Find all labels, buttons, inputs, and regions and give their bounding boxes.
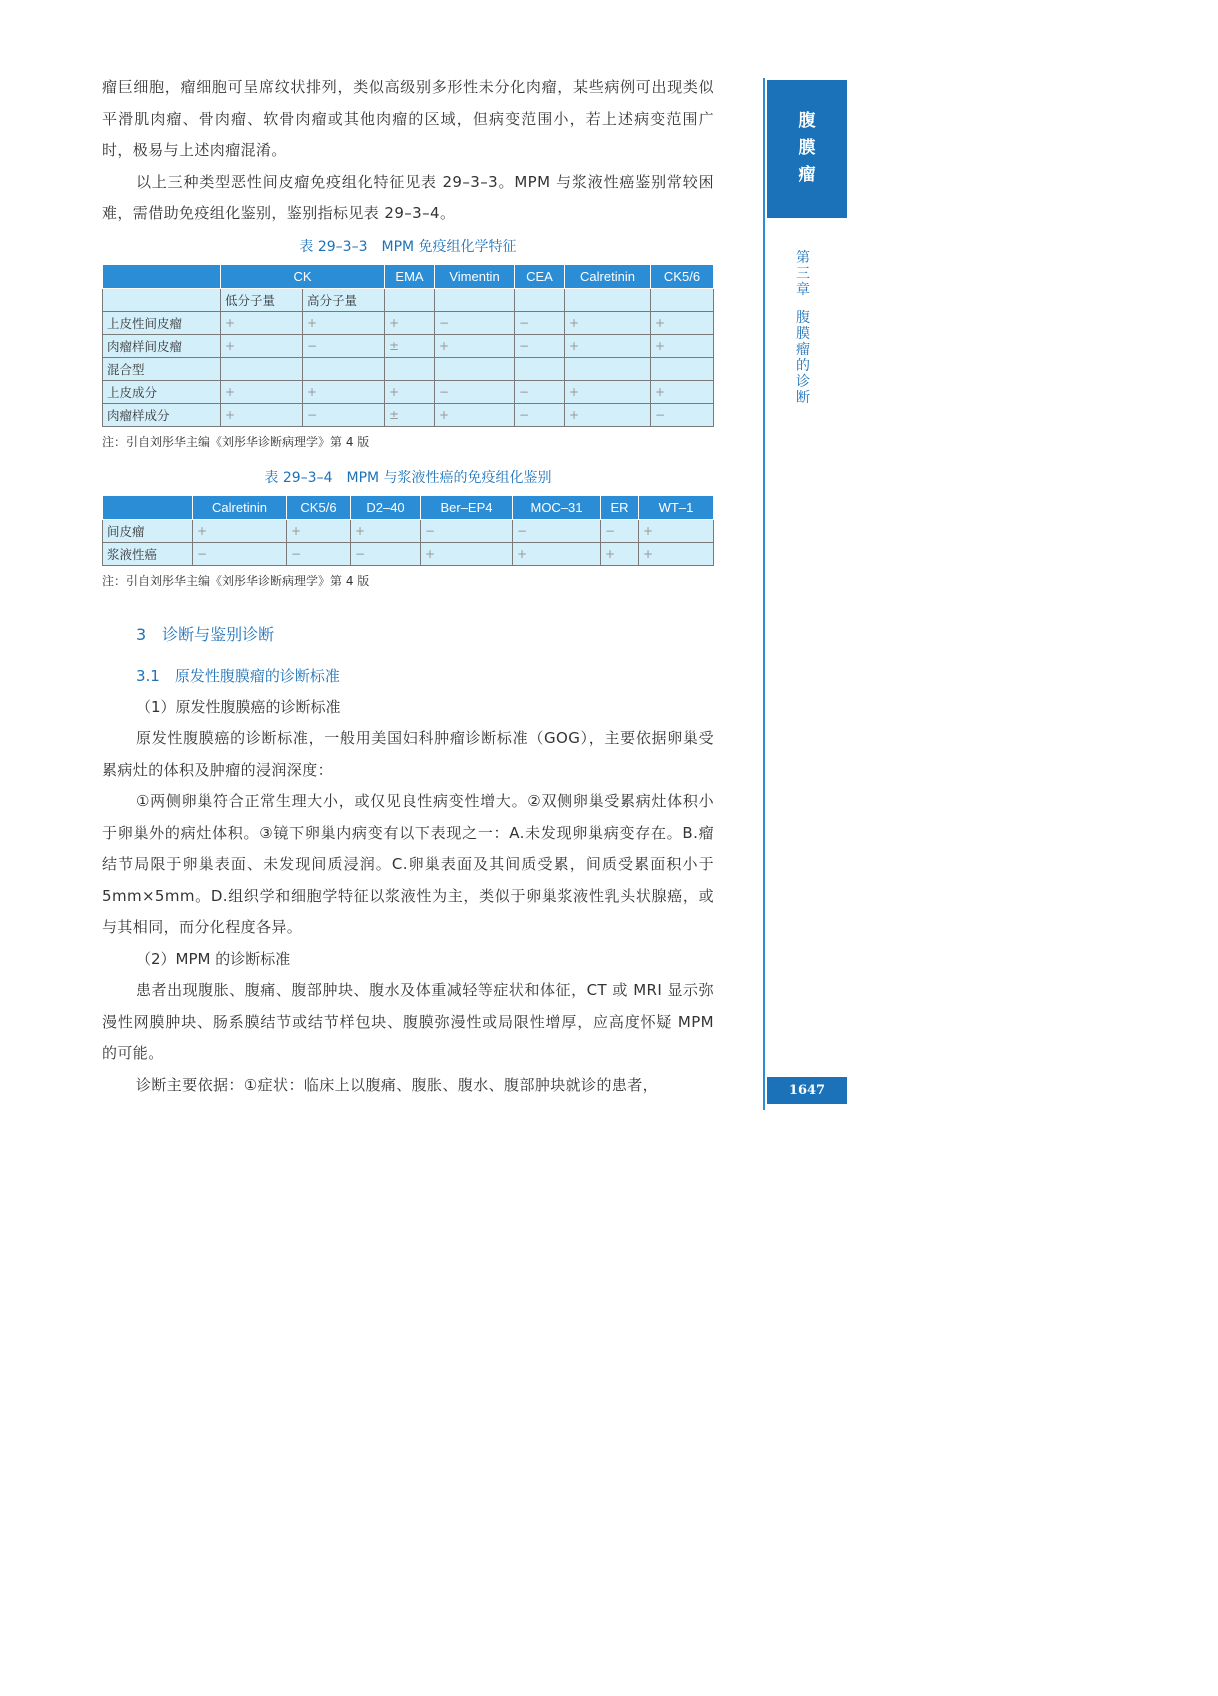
table-cell: + bbox=[221, 334, 303, 357]
differential-table bbox=[102, 495, 714, 566]
chapter-tab-char: 瘤 bbox=[798, 165, 816, 185]
header-cell: Calretinin bbox=[565, 264, 651, 288]
table-cell: + bbox=[303, 380, 385, 403]
table-cell: − bbox=[601, 519, 639, 542]
table-caption: 表 29–3–4 MPM 与浆液性癌的免疫组化鉴别 bbox=[264, 469, 552, 486]
table-header-row bbox=[103, 495, 714, 519]
chapter-side-char: 腹 bbox=[796, 310, 810, 326]
table-caption: 表 29–3–3 MPM 免疫组化学特征 bbox=[299, 238, 517, 255]
header-cell: CEA bbox=[515, 264, 565, 288]
table-cell: − bbox=[515, 311, 565, 334]
table-header-row bbox=[103, 264, 714, 288]
chapter-tab-char: 腹 bbox=[798, 111, 816, 131]
subheader-cell: 低分子量 bbox=[221, 288, 303, 311]
list-item-heading: （2）MPM 的诊断标准 bbox=[136, 949, 291, 968]
table-note: 注：引自刘彤华主编《刘彤华诊断病理学》第 4 版 bbox=[102, 434, 370, 449]
table-cell: + bbox=[651, 311, 714, 334]
paragraph: 瘤巨细胞，瘤细胞可呈席纹状排列，类似高级别多形性未分化肉瘤，某些病例可出现类似平滑肌肉瘤、骨肉瘤、软骨肉瘤或其他肉瘤的区域，但病变范围小，若上述病变范围广时，极易与上述肉瘤混淆。 bbox=[102, 78, 714, 159]
header-cell: Vimentin bbox=[435, 264, 515, 288]
table-cell: + bbox=[565, 380, 651, 403]
table-cell: + bbox=[287, 519, 351, 542]
chapter-side-char: 膜 bbox=[796, 326, 810, 342]
table-cell bbox=[435, 357, 515, 380]
table-cell bbox=[651, 357, 714, 380]
chapter-side-char: 断 bbox=[796, 390, 810, 406]
table-cell bbox=[385, 357, 435, 380]
table-cell: + bbox=[513, 542, 601, 565]
chapter-tab bbox=[767, 80, 847, 218]
row-label: 混合型 bbox=[103, 357, 221, 380]
row-label: 上皮成分 bbox=[103, 380, 221, 403]
table-cell bbox=[515, 288, 565, 311]
header-cell: CK5/6 bbox=[287, 495, 351, 519]
table-cell: + bbox=[651, 334, 714, 357]
table-row bbox=[103, 542, 714, 565]
subheader-cell: 高分子量 bbox=[303, 288, 385, 311]
header-cell: CK bbox=[221, 264, 385, 288]
table-cell: − bbox=[513, 519, 601, 542]
table-cell: + bbox=[601, 542, 639, 565]
chapter-side-char: 第 bbox=[796, 250, 810, 266]
table-cell: − bbox=[435, 380, 515, 403]
row-label: 肉瘤样间皮瘤 bbox=[103, 334, 221, 357]
table-cell: + bbox=[639, 519, 714, 542]
header-cell: ER bbox=[601, 495, 639, 519]
table-row bbox=[103, 357, 714, 380]
table-cell: + bbox=[303, 311, 385, 334]
margin-rule bbox=[763, 78, 765, 1110]
table-cell: − bbox=[303, 334, 385, 357]
table-cell: + bbox=[651, 380, 714, 403]
ihc-table bbox=[102, 264, 714, 427]
paragraph: 患者出现腹胀、腹痛、腹部肿块、腹水及体重减轻等症状和体征，CT 或 MRI 显示弥漫性网膜肿块、肠系膜结节或结节样包块、腹膜弥漫性或局限性增厚，应高度怀疑 MPM 的可能。 bbox=[102, 981, 714, 1062]
table-row bbox=[103, 334, 714, 357]
table-cell bbox=[515, 357, 565, 380]
table-cell: + bbox=[385, 380, 435, 403]
table-cell: + bbox=[435, 403, 515, 426]
table-cell: − bbox=[651, 403, 714, 426]
table-cell bbox=[103, 288, 221, 311]
table-note: 注：引自刘彤华主编《刘彤华诊断病理学》第 4 版 bbox=[102, 573, 370, 588]
table-cell: − bbox=[287, 542, 351, 565]
table-row bbox=[103, 519, 714, 542]
table-cell bbox=[565, 288, 651, 311]
table-cell: + bbox=[565, 334, 651, 357]
table-cell bbox=[385, 288, 435, 311]
header-cell: Ber–EP4 bbox=[421, 495, 513, 519]
table-cell: + bbox=[221, 380, 303, 403]
header-cell: CK5/6 bbox=[651, 264, 714, 288]
table-cell: ± bbox=[385, 403, 435, 426]
row-label: 间皮瘤 bbox=[103, 519, 193, 542]
table-subheader-row bbox=[103, 288, 714, 311]
chapter-side-char: 章 bbox=[796, 282, 810, 298]
table-cell: + bbox=[193, 519, 287, 542]
chapter-side-char: 的 bbox=[796, 358, 810, 374]
row-label: 上皮性间皮瘤 bbox=[103, 311, 221, 334]
paragraph: 以上三种类型恶性间皮瘤免疫组化特征见表 29–3–3。MPM 与浆液性癌鉴别常较困难，需借助免疫组化鉴别，鉴别指标见表 29–3–4。 bbox=[102, 172, 714, 222]
table-cell: + bbox=[435, 334, 515, 357]
header-cell: D2–40 bbox=[351, 495, 421, 519]
table-cell: ± bbox=[385, 334, 435, 357]
header-cell: Calretinin bbox=[193, 495, 287, 519]
table-cell: − bbox=[351, 542, 421, 565]
table-cell: + bbox=[565, 403, 651, 426]
chapter-side-label bbox=[792, 250, 814, 406]
table-cell: + bbox=[639, 542, 714, 565]
subsection-heading: 3.1 原发性腹膜瘤的诊断标准 bbox=[136, 666, 340, 685]
table-cell: − bbox=[515, 334, 565, 357]
header-cell bbox=[103, 264, 221, 288]
paragraph: ①两侧卵巢符合正常生理大小，或仅见良性病变性增大。②双侧卵巢受累病灶体积小于卵巢外的病灶体积。③镜下卵巢内病变有以下表现之一：A.未发现卵巢病变存在。B.瘤结节局限于卵巢表面、未发现间质浸润。C.卵巢表面及其间质受累，间质受累面积小于 5mm×5mm。D.组织学和细胞学特征以浆液性为主，类似于卵巢浆液性乳头状腺癌，或与其相同，而分化程度各异。 bbox=[102, 792, 714, 936]
section-heading: 3 诊断与鉴别诊断 bbox=[136, 624, 275, 644]
row-label: 浆液性癌 bbox=[103, 542, 193, 565]
header-cell: EMA bbox=[385, 264, 435, 288]
table-cell: − bbox=[515, 403, 565, 426]
table-cell: + bbox=[385, 311, 435, 334]
row-label: 肉瘤样成分 bbox=[103, 403, 221, 426]
table-cell: − bbox=[515, 380, 565, 403]
chapter-side-char: 三 bbox=[796, 266, 810, 282]
table-row bbox=[103, 311, 714, 334]
page-number: 1647 bbox=[767, 1077, 847, 1104]
table-cell: + bbox=[221, 311, 303, 334]
table-cell: + bbox=[421, 542, 513, 565]
header-cell: MOC–31 bbox=[513, 495, 601, 519]
table-cell: − bbox=[193, 542, 287, 565]
chapter-side-char: 诊 bbox=[796, 374, 810, 390]
table-cell: − bbox=[421, 519, 513, 542]
paragraph: 诊断主要依据：①症状：临床上以腹痛、腹胀、腹水、腹部肿块就诊的患者， bbox=[136, 1075, 659, 1094]
table-cell bbox=[221, 357, 303, 380]
table-cell bbox=[303, 357, 385, 380]
table-cell: + bbox=[221, 403, 303, 426]
table-cell: − bbox=[435, 311, 515, 334]
chapter-tab-char: 膜 bbox=[798, 138, 816, 158]
paragraph: 原发性腹膜癌的诊断标准，一般用美国妇科肿瘤诊断标准（GOG），主要依据卵巢受累病灶的体积及肿瘤的浸润深度： bbox=[102, 729, 714, 779]
table-cell: − bbox=[303, 403, 385, 426]
table-cell: + bbox=[351, 519, 421, 542]
chapter-side-char: 瘤 bbox=[796, 342, 810, 358]
list-item-heading: （1）原发性腹膜癌的诊断标准 bbox=[136, 697, 341, 716]
header-cell: WT–1 bbox=[639, 495, 714, 519]
chapter-side-char bbox=[792, 298, 814, 310]
header-cell bbox=[103, 495, 193, 519]
table-cell bbox=[565, 357, 651, 380]
table-cell bbox=[651, 288, 714, 311]
table-row bbox=[103, 403, 714, 426]
table-cell bbox=[435, 288, 515, 311]
table-cell: + bbox=[565, 311, 651, 334]
main-column bbox=[102, 72, 714, 1101]
table-row bbox=[103, 380, 714, 403]
